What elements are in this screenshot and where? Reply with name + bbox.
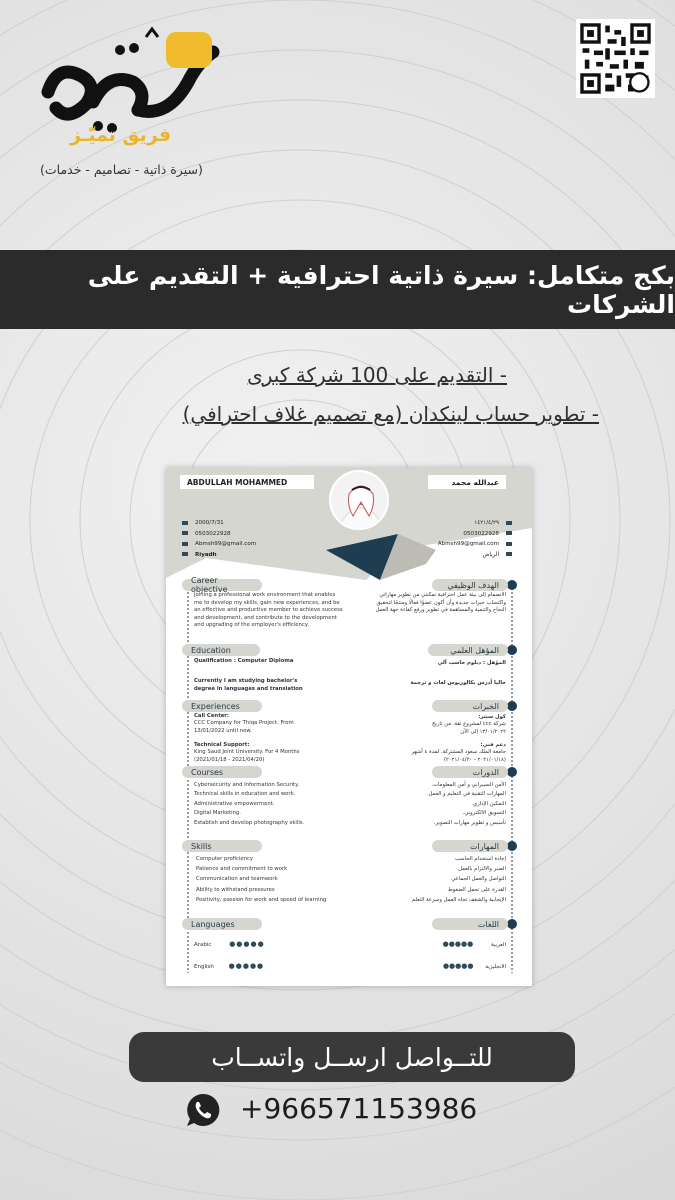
rating-dots: ●●●●●	[442, 940, 474, 948]
list-item: Technical skills in education and work.	[194, 791, 296, 798]
cv-education-qual-en: Qualification : Computer Diploma	[194, 658, 294, 664]
cv-exp1-text-en: CCC Company for Thiqa Project. From 13/01/2022 until now.	[194, 720, 294, 734]
cv-exp2-head-ar: دعم فني:	[480, 742, 506, 748]
cv-lang-row-en: English ●●●●●	[194, 962, 265, 970]
qr-code[interactable]	[576, 19, 655, 98]
cv-courses-heading-en: Courses	[182, 766, 262, 778]
rating-dots: ●●●●●	[228, 962, 265, 970]
cv-exp1-text-ar: شركة ccc لمشروع ثقة. من تاريخ ١٣/٠١/٢٠٢٢ إلى الآن	[431, 721, 506, 735]
offer-list	[0, 356, 675, 434]
cv-contact-en: 2000/7/31 0503022928 Abmsh99@gmail.com Riyadh	[182, 518, 256, 560]
cv-lang-row-en: Arabic ●●●●●	[194, 940, 265, 948]
cv-skills-list-ar	[362, 854, 506, 905]
cv-languages-heading-ar: اللغات	[432, 918, 508, 930]
cv-courses-heading-ar: الدورات	[432, 766, 508, 778]
cv-career-heading-en: Career objective	[182, 579, 262, 591]
list-item: تأسيس و تطوير مهارات التصوير.	[433, 819, 506, 826]
cv-courses-list-ar	[386, 781, 506, 828]
cv-lang-row-ar: العربية ●●●●●	[442, 940, 506, 948]
cv-experience-heading-en: Experiences	[182, 700, 262, 712]
whatsapp-icon[interactable]	[184, 1091, 222, 1129]
list-item: Administrative empowerment.	[194, 800, 275, 807]
cv-skills-heading-ar: المهارات	[432, 840, 508, 852]
cv-name-ar: عبدالله محمد	[428, 475, 506, 489]
list-item: القدرة على تحمل الضغوط	[447, 886, 506, 893]
cv-education-heading-ar: المؤهل العلمي	[428, 644, 508, 656]
phone-number[interactable]: +966571153986	[240, 1092, 478, 1125]
title-banner: بكج متكامل: سيرة ذاتية احترافية + التقديم على الشركات	[0, 250, 675, 329]
cv-career-text-en: Joining a professional work environment that enables me to develop my skills, gain new experiences, and be an effective and productive member to achieve success and development, and contribute to the development and upgrading of the employer's efficiency.	[194, 592, 343, 629]
list-item: Computer proficiency	[196, 856, 254, 862]
rating-dots: ●●●●●	[229, 940, 265, 948]
rating-dots: ●●●●●	[442, 962, 474, 970]
list-item: Positivity, passion for work and speed of learning	[196, 896, 327, 903]
list-item: الصبر والالتزام بالعمل	[458, 866, 506, 873]
cv-education-heading-en: Education	[182, 644, 260, 656]
cv-exp1-head-en: Call Center:	[194, 713, 230, 719]
offer-item: - التقديم على 100 شركة كبرى	[247, 363, 507, 387]
cv-exp2-text-ar: جامعة الملك سعود المشتركة. لمدة ٤ أشهر (٢٠٢١/٠١/١٨ - ٢٠٢١/٠٤/٢٠)	[411, 749, 506, 763]
list-item: Digital Marketing.	[194, 810, 241, 817]
list-item: التسويق الالكتروني.	[462, 810, 506, 817]
cv-exp2-head-en: Technical Support:	[194, 742, 250, 748]
team-services: (سيرة ذاتية - تصاميم - خدمات)	[40, 162, 203, 177]
list-item: التمكين الإداري.	[471, 800, 506, 807]
cv-education-current-en: Currently I am studying bachelor's degree in languages and translation	[194, 678, 303, 692]
whatsapp-contact-label: للتــواصل ارســل واتســاب	[129, 1032, 575, 1082]
team-name: فريق تميّـز	[70, 124, 172, 146]
cv-education-current-ar: حاليا أدرس بكالوريوس لغات و ترجمة	[410, 680, 506, 686]
cv-career-heading-ar: الهدف الوظيفي	[432, 579, 508, 591]
cv-preview	[166, 468, 532, 986]
cv-experience-heading-ar: الخبرات	[432, 700, 508, 712]
cv-contact-ar: ١٤٢١/٤/٢٩ 0503022928 Abmsh99@gmail.com الرياض	[424, 518, 512, 560]
cv-name-en: ABDULLAH MOHAMMED	[180, 475, 314, 489]
cv-courses-list-en	[194, 781, 354, 828]
list-item: Cybersecurity and Information Security.	[194, 782, 300, 788]
cv-exp1-head-ar: كول سنتر:	[478, 714, 506, 720]
cv-skills-heading-en: Skills	[182, 840, 262, 852]
cv-skills-list-en	[196, 854, 366, 905]
cv-lang-row-ar: الانجليزية ●●●●●	[442, 962, 506, 970]
list-item: الإيجابية والشغف تجاه العمل وسرعة التعلم	[411, 896, 506, 903]
offer-item: - تطوير حساب لينكدان (مع تصميم غلاف احترافي)	[182, 402, 599, 426]
list-item: المهارات التقنية في التعليم و العمل.	[426, 791, 506, 798]
cv-exp2-text-en: King Saud Jeint University. For 4 Months (2021/01/18 - 2021/04/20)	[194, 749, 300, 763]
team-logo	[38, 22, 228, 182]
list-item: Communication and teamwork	[196, 876, 278, 883]
list-item: الأمن السيبراني و أمن المعلومات.	[431, 782, 506, 788]
list-item: Patience and commitment to work	[196, 866, 288, 873]
cv-languages-heading-en: Languages	[182, 918, 262, 930]
cv-education-qual-ar: المؤهل : دبلوم حاسب آلي	[437, 660, 506, 666]
list-item: Establish and develop photography skills.	[194, 819, 305, 826]
cv-career-text-ar: الانضمام إلى بيئة عمل احترافية تمكنني من تطوير مهاراتي واكتساب خبرات جديدة وأن أكون عضوًا فعالًا ومنتجًا لتحقيق النجاح والتنمية والمساهمة في تطوير ورفع كفاءة جهة العمل	[375, 592, 506, 614]
list-item: إجادة استخدام الحاسب	[454, 856, 506, 862]
list-item: Ability to withstand pressures	[196, 886, 275, 893]
list-item: التواصل والعمل الجماعي	[451, 876, 506, 883]
